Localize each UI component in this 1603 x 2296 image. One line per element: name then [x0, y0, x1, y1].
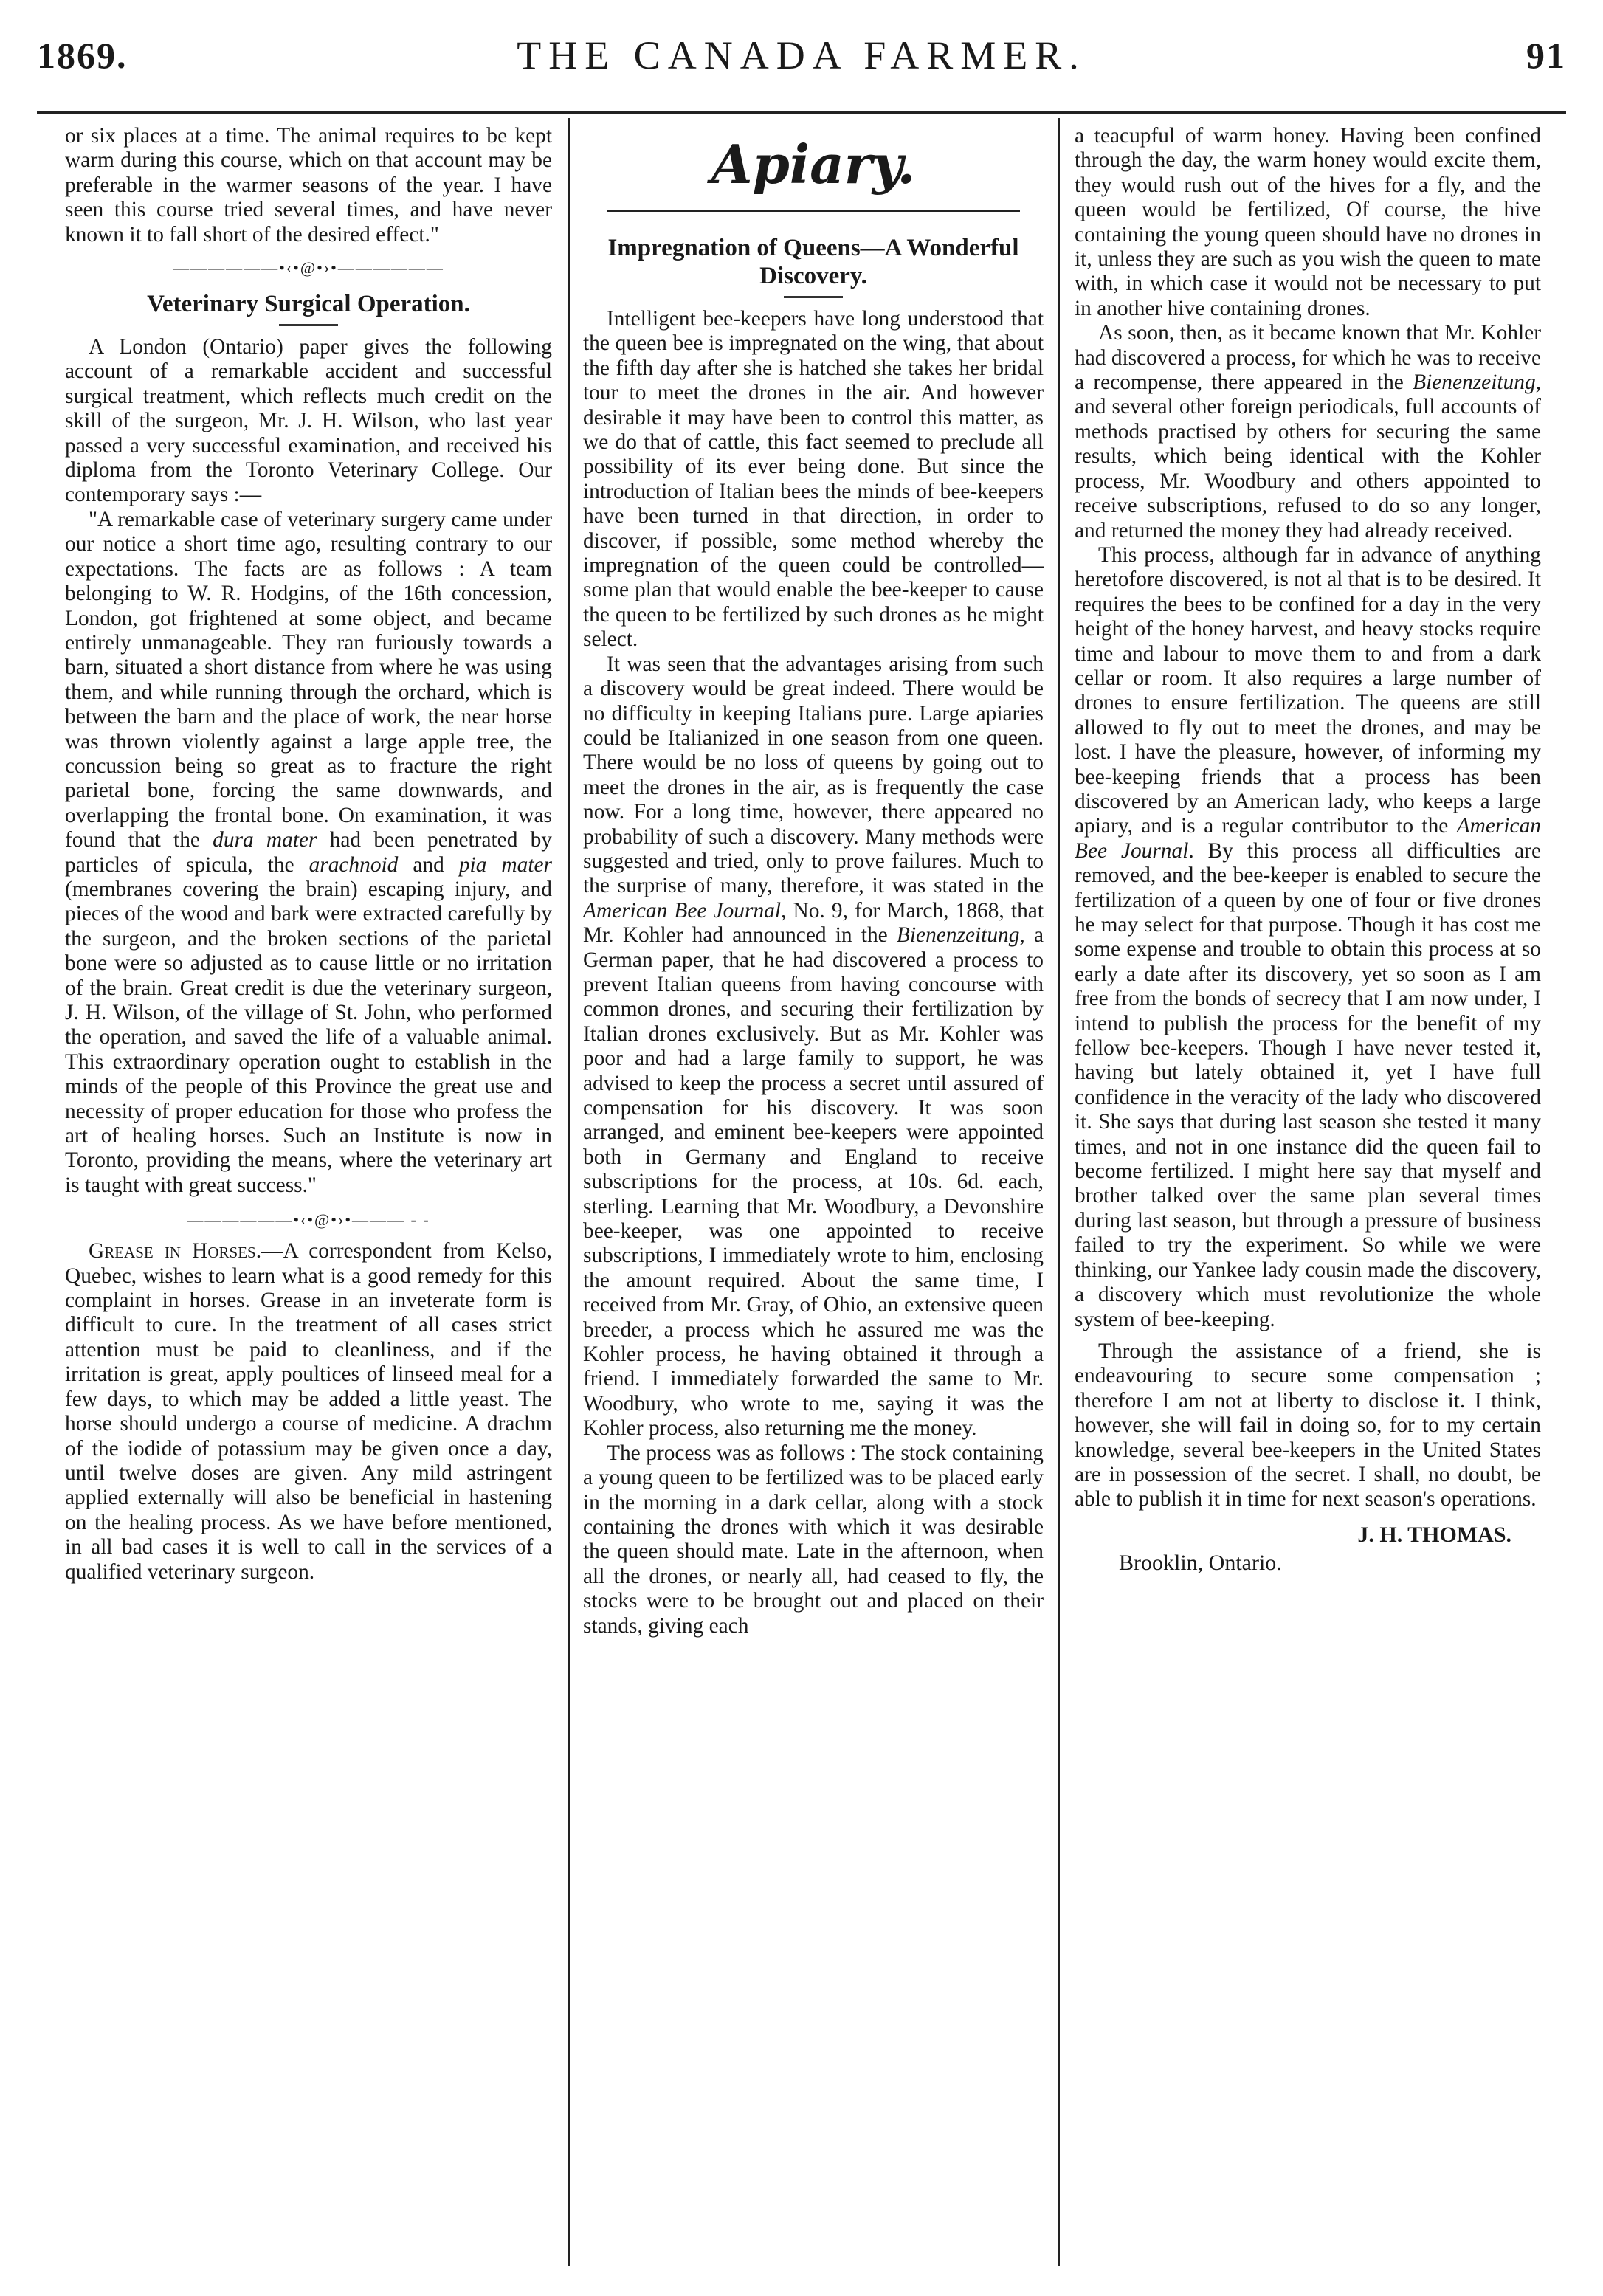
heading-rule	[784, 296, 843, 298]
page-header	[37, 30, 1566, 89]
paragraph: or six places at a time. The animal requires to be kept warm during this course, which on that account may be preferable in the warmer seasons of the year. I have seen this course tried several times, and have never known it to fall short of the desired effect."	[65, 124, 552, 247]
column-middle	[583, 124, 1044, 2264]
paragraph: Grease in Horses.—A correspondent from Kelso, Quebec, wishes to learn what is a good remedy for this complaint in horses. Grease in an inveterate form is difficult to cure. In the treatment of all cases strict attention must be paid to cleanliness, and if the irritation is great, apply poultices of linseed meal for a few days, to which may be added a little yeast. The horse should undergo a course of medicine. A drachm of the iodide of potassium may be given once a day, until twelve doses are given. Any mild astringent applied externally will also be beneficial in hastening on the healing process. As we have before mentioned, in all bad cases it is well to call in the services of a qualified veterinary surgeon.	[65, 1239, 552, 1584]
header-page-number: 91	[1526, 35, 1566, 76]
column-rule-left	[568, 118, 570, 2266]
heading-rule	[279, 324, 338, 326]
paragraph: As soon, then, as it became known that Mr. Kohler had discovered a process, for which he was to receive a recompense, there appeared in the Bienenzeitung, and several other foreign periodicals, full accounts of methods practised by others for securing the same results, which being identical with the Kohler process, Mr. Woodbury and others appointed to receive subscriptions, refused to do so any longer, and returned the money they had already received.	[1075, 321, 1541, 542]
paragraph: "A remarkable case of veterinary surgery came under our notice a short time ago, resulting contrary to our expectations. The facts are as follows : A team belonging to W. R. Hodgins, of the 16th concession, London, got frightened at some object, and became entirely unmanageable. They ran furiously towards a barn, situated a short distance from where he was using them, and while running through the orchard, which is between the barn and the place of work, the near horse was thrown violently against a large apple tree, the concussion being so great as to fracture the right parietal bone, forcing the same downwards, and overlapping the frontal bone. On examination, it was found that the dura mater had been penetrated by particles of spicula, the arachnoid and pia mater (membranes covering the brain) escaping injury, and pieces of the wood and bark were extracted carefully by the surgeon, and the broken sections of the parietal bone were so adjusted as to cause little or no irritation of the brain. Great credit is due the veterinary surgeon, J. H. Wilson, of the village of St. John, who performed the operation, and saved the life of a valuable animal. This extraordinary operation ought to establish in the minds of the people of this Province the great use and necessity of proper education for those who profess the art of healing horses. Such an Institute is now in Toronto, providing the means, where the veterinary art is taught with great success."	[65, 507, 552, 1197]
paragraph: The process was as follows : The stock containing a young queen to be fertilized was to be placed early in the morning in a dark cellar, along with a stock containing the drones with which it was desirable the queen should mate. Late in the afternoon, when all the drones, or nearly all, had ceased to fly, the stocks were to be brought out and placed on their stands, giving each	[583, 1441, 1044, 1638]
ornamental-divider: ——————•‹•@•›•——————	[173, 258, 444, 277]
column-rule-right	[1058, 118, 1060, 2266]
paragraph: Through the assistance of a friend, she is endeavouring to secure some compensation ; therefore I am not at liberty to disclose it. I think, however, she will fail in doing so, for to my certain knowledge, several bee-keepers in the United States are in possession of the secret. I shall, no doubt, be able to publish it in time for next season's operations.	[1075, 1339, 1541, 1511]
column-right	[1075, 124, 1541, 2264]
paragraph: This process, although far in advance of anything heretofore discovered, is not al that is to be desired. It requires the bees to be confined for a day in the very height of the honey harvest, and heavy stocks require time and labour to move them to and from a dark cellar or room. It also requires a large number of drones to ensure fertilization. The queens are still allowed to fly out to meet the drones, and may be lost. I have the pleasure, however, of informing my bee-keeping friends that a process has been discovered by an American lady, who keeps a large apiary, and is a regular contributor to the American Bee Journal. By this process all difficulties are removed, and the bee-keeper is enabled to secure the fertilization of a queen by one of four or five drones he may select for that purpose. Though it has cost me some expense and trouble to obtain this process at so early a date after its discovery, yet so soon as I am free from the bonds of secrecy that I am now under, I intend to publish the process for the benefit of my fellow bee-keepers. Though I have never tested it, having but lately obtained it, yet I have full confidence in the veracity of the lady who discovered it. She says that during last season she tested it many times, and not in one instance did the queen fail to become fertilized. I might here say that myself and brother talked over the same plan several times during last season, but through a pressure of business failed to try the experiment. So while we were thinking, our Yankee lady cousin made the discovery, a discovery which must revolutionize the whole system of bee-keeping.	[1075, 542, 1541, 1331]
column-left	[65, 124, 552, 2264]
article-heading-queens: Impregnation of Queens—A Wonderful Discovery.	[607, 235, 1019, 289]
author-signature: J. H. THOMAS.	[1357, 1522, 1511, 1547]
run-in-heading: Grease in Horses.	[89, 1239, 262, 1264]
section-title-apiary: Apiary.	[711, 133, 916, 196]
ornamental-divider: ——————•‹•@•›•——— - -	[187, 1210, 430, 1230]
section-rule	[607, 210, 1020, 212]
header-year: 1869.	[37, 35, 128, 76]
paragraph: A London (Ontario) paper gives the following account of a remarkable accident and successful surgical treatment, which reflects much credit on the skill of the surgeon, Mr. J. H. Wilson, who last year passed a very successful examination, and received his diploma from the Toronto Veterinary College. Our contemporary says :—	[65, 335, 552, 507]
paragraph: a teacupful of warm honey. Having been confined through the day, the warm honey would excite them, they would rush out of the hives for a fly, and the queen would be fertilized, Of course, the hive containing the young queen should have no drones in it, unless they are such as you wish the queen to mate with, in which case it would not be necessary to put in another hive containing drones.	[1075, 124, 1541, 320]
paragraph: Intelligent bee-keepers have long understood that the queen bee is impregnated on the wing, that about the fifth day after she is hatched she takes her bridal tour to meet the drones in the air. And however desirable it may have been to control this matter, as we do that of cattle, this fact seemed to preclude all possibility of its ever being done. But since the introduction of Italian bees the minds of bee-keepers have been turned in that direction, in order to discover, if possible, some method whereby the impregnation of the queen could be controlled—some plan that would enable the bee-keeper to cause the queen to be fertilized by such drones as he might select.	[583, 307, 1044, 652]
header-rule	[37, 111, 1566, 114]
paragraph: It was seen that the advantages arising from such a discovery would be great indeed. There would be no difficulty in keeping Italians pure. Large apiaries could be Italianized in one season from one queen. There would be no loss of queens by going out to meet the drones in the air, as is frequently the case now. For a long time, however, there appeared no probability of such a discovery. Many methods were suggested and tried, only to prove failures. Much to the surprise of many, therefore, it was stated in the American Bee Journal, No. 9, for March, 1868, that Mr. Kohler had announced in the Bienenzeitung, a German paper, that he had discovered a process to prevent Italian queens from having concourse with common drones, and securing their fertilization by Italian drones exclusively. But as Mr. Kohler was poor and had a large family to support, he was advised to keep the process a secret until assured of compensation for his discovery. It was soon arranged, and eminent bee-keepers were appointed both in Germany and England to receive subscriptions for the process, at 10s. 6d. each, sterling. Learning that Mr. Woodbury, a Devonshire bee-keeper, was one appointed to receive subscriptions, I immediately wrote to him, enclosing the amount required. About the same time, I received from Mr. Gray, of Ohio, an extensive queen breeder, a process which he assured me was the Kohler process, he having obtained it through a friend. I immediately forwarded the same to Mr. Woodbury, who wrote to me, saying it was the Kohler process, also returning me the money.	[583, 652, 1044, 1441]
author-location: Brooklin, Ontario.	[1119, 1550, 1282, 1575]
article-heading-veterinary: Veterinary Surgical Operation.	[147, 291, 470, 318]
header-title: THE CANADA FARMER.	[517, 33, 1086, 77]
